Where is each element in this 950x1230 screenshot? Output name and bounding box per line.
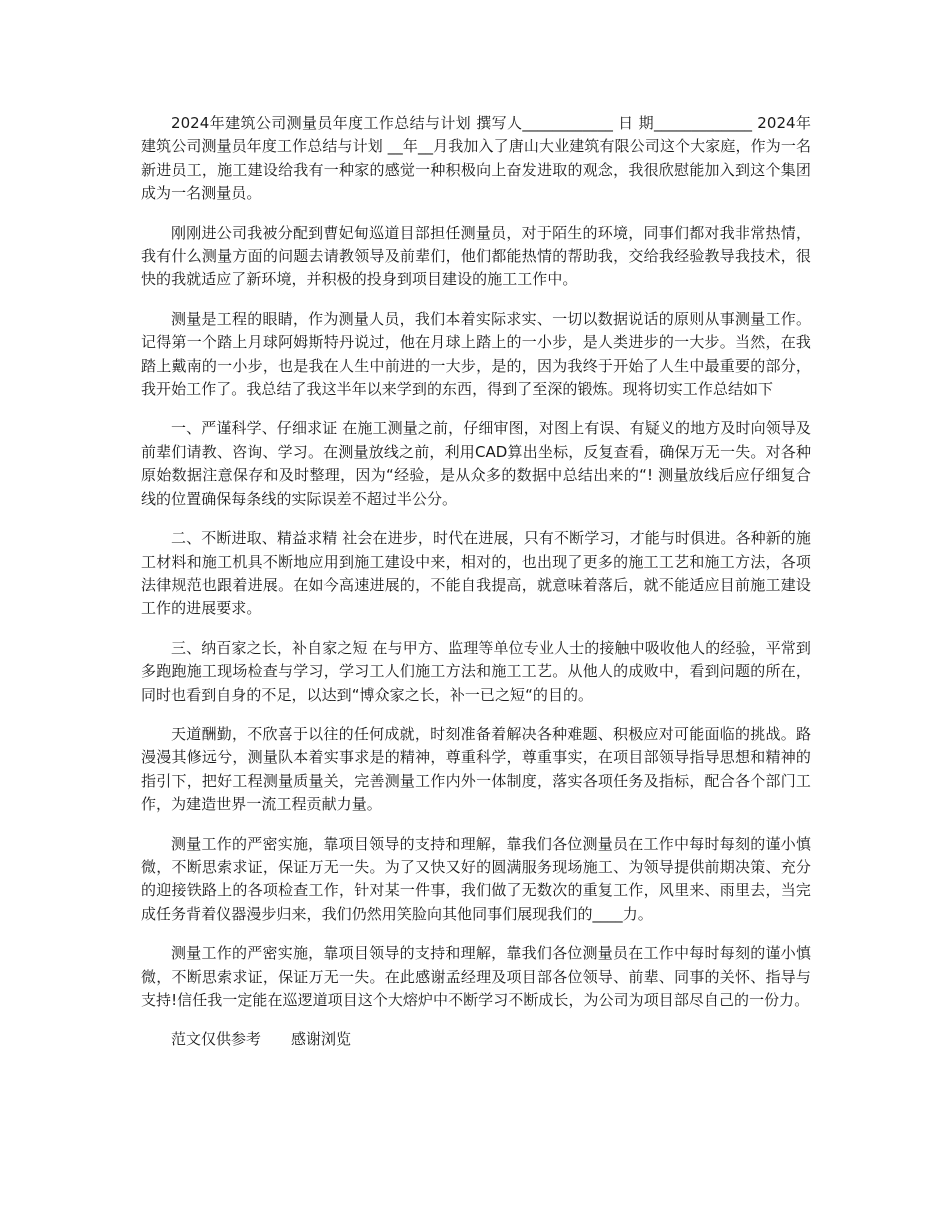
paragraph-strict-work-2: 测量工作的严密实施，靠项目领导的支持和理解，靠我们各位测量员在工作中每时每刻的谨小慎微，不断思索求证，保证万无一失。在此感谢孟经理及项目部各位领导、前辈、同事的关怀、指导与支持!信任我一定能在巡逻道项目这个大熔炉中不断学习不断成长，为公司为项目部尽自己的一份力。 bbox=[141, 944, 811, 1009]
paragraph-section-two: 二、不断进取、精益求精 社会在进步，时代在进展，只有不断学习，才能与时俱进。各种新的施工材料和施工机具不断地应用到施工建设中来，相对的，也出现了更多的施工工艺和施工方法，各项法律规范也跟着进展。在如今高速进展的，不能自我提高，就意味着落后，就不能适应目前施工建设工作的进展要求。 bbox=[141, 529, 811, 618]
paragraph-section-three: 三、纳百家之长，补自家之短 在与甲方、监理等单位专业人士的接触中吸收他人的经验，平常到多跑跑施工现场检查与学习，学习工人们施工方法和施工工艺。从他人的成败中，看到问题的所在，同时也看到自身的不足，以达到“博众家之长，补一已之短“的目的。 bbox=[141, 638, 811, 704]
document-page bbox=[141, 112, 811, 1051]
footer-thanks-note: 感谢浏览 bbox=[291, 1030, 352, 1049]
paragraph-diligence: 天道酬勤，不欣喜于以往的任何成就，时刻准备着解决各种难题、积极应对可能面临的挑战。路漫漫其修远兮，测量队本着实事求是的精神，尊重科学，尊重事实，在项目部领导指导思想和精神的指引下，把好工程测量质量关，完善测量工作内外一体制度，落实各项任务及指标，配合各个部门工作，为建造世界一流工程贡献力量。 bbox=[141, 724, 811, 814]
paragraph-section-one: 一、严谨科学、仔细求证 在施工测量之前，仔细审图，对图上有误、有疑义的地方及时向领导及前辈们请教、咨询、学习。在测量放线之前，利用CAD算出坐标，反复查看，确保万无一失。对各种原始数据注意保存和及时整理，因为“经验，是从众多的数据中总结出来的“! 测量放线后应仔细复合线的位置确保每条线的实际误差不超过半公分。 bbox=[141, 419, 811, 508]
document-footer bbox=[141, 1028, 811, 1051]
footer-reference-note: 范文仅供参考 bbox=[171, 1030, 262, 1049]
paragraph-strict-work-1: 测量工作的严密实施，靠项目领导的支持和理解，靠我们各位测量员在工作中每时每刻的谨小慎微，不断思索求证，保证万无一失。为了又快又好的圆满服务现场施工、为领导提供前期决策、充分的迎接铁路上的各项检查工作，针对某一件事，我们做了无数次的重复工作，风里来、雨里去，当完成任务背着仪器漫步归来，我们仍然用笑脸向其他同事们展现我们的____力。 bbox=[141, 834, 811, 923]
paragraph-arrival: 刚刚进公司我被分配到曹妃甸巡道目部担任测量员，对于陌生的环境，同事们都对我非常热情，我有什么测量方面的问题去请教领导及前辈们，他们都能热情的帮助我，交给我经验教导我技术，很快的我就适应了新环境，并积极的投身到项目建设的施工工作中。 bbox=[141, 223, 811, 289]
paragraph-title-intro: 2024年建筑公司测量员年度工作总结与计划 撰写人____________ 日 期_____________ 2024年建筑公司测量员年度工作总结与计划 __年__月我加入了唐山大业建筑有限公司这个大家庭，作为一名新进员工，施工建设给我有一种家的感觉一种积极向上奋发进取的观念，我很欣慰能加入到这个集团成为一名测量员。 bbox=[141, 114, 811, 203]
paragraph-measurement-role: 测量是工程的眼睛，作为测量人员，我们本着实际求实、一切以数据说话的原则从事测量工作。记得第一个踏上月球阿姆斯特丹说过，他在月球上踏上的一小步，是人类进步的一大步。当然，在我踏上戴南的一小步，也是我在人生中前进的一大步，是的，因为我终于开始了人生中最重要的部分，我开始工作了。我总结了我这半年以来学到的东西，得到了至深的锻炼。现将切实工作总结如下 bbox=[141, 309, 811, 399]
